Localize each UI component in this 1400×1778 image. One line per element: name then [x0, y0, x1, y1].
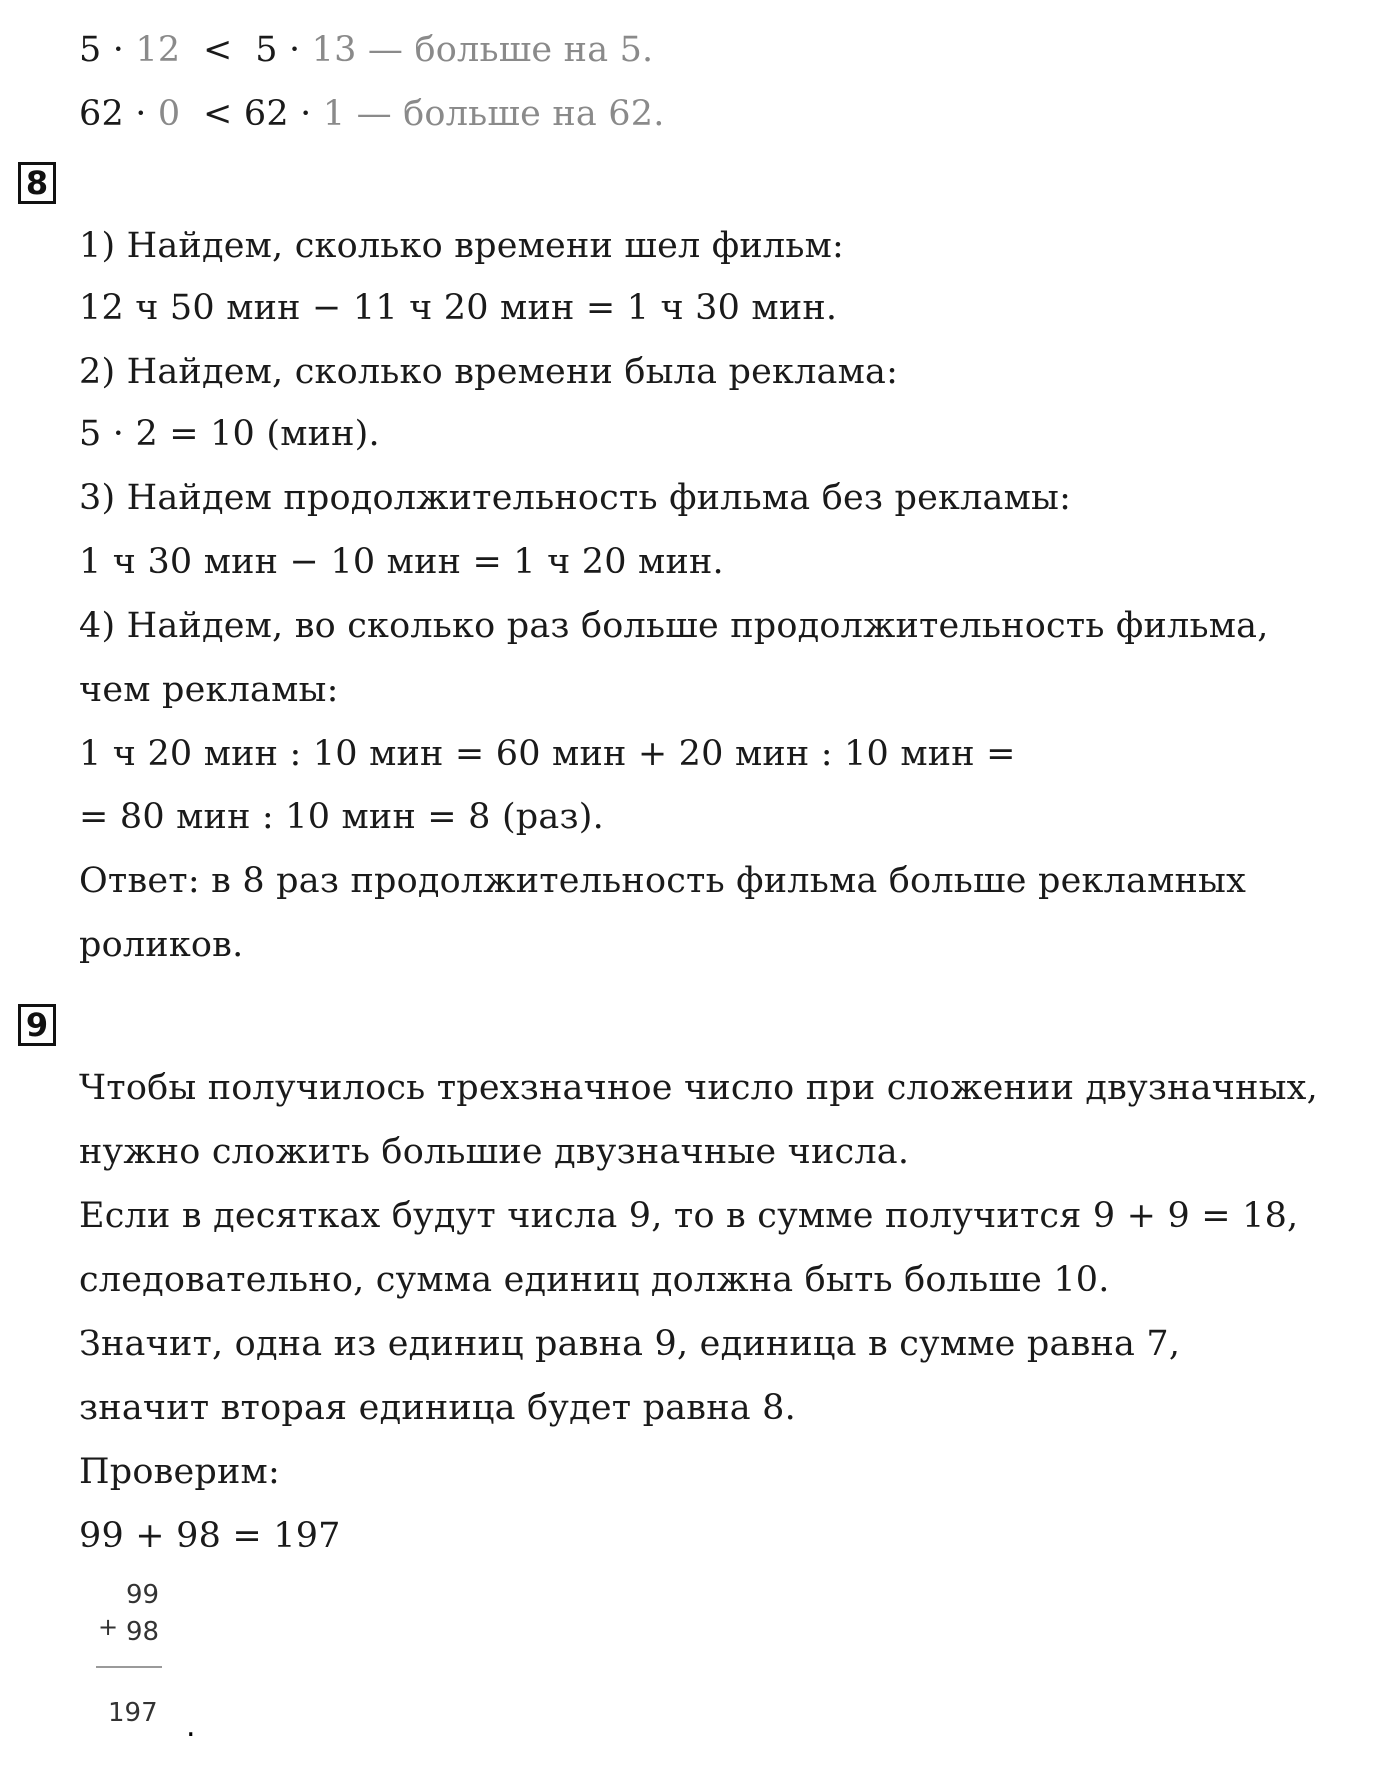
- final-dot: .: [186, 1709, 196, 1744]
- sum-rule: [96, 1666, 162, 1668]
- solution-line: 1) Найдем, сколько времени шел фильм:: [79, 226, 844, 266]
- column-sum: 197: [108, 1698, 158, 1728]
- solution-line: 2) Найдем, сколько времени была реклама:: [79, 352, 899, 392]
- solution-line: значит вторая единица будет равна 8.: [79, 1388, 796, 1428]
- solution-line: 12 ч 50 мин − 11 ч 20 мин = 1 ч 30 мин.: [79, 288, 838, 328]
- solution-line: 1 ч 20 мин : 10 мин = 60 мин + 20 мин : 10 мин =: [79, 734, 1016, 774]
- solution-line: 4) Найдем, во сколько раз больше продолжительность фильма,: [79, 606, 1269, 646]
- comparison-line: 62 · 0 < 62 · 1 — больше на 62.: [79, 94, 665, 134]
- solution-line: Чтобы получилось трехзначное число при сложении двузначных,: [79, 1068, 1318, 1108]
- answer-line: Ответ: в 8 раз продолжительность фильма больше рекламных: [79, 861, 1247, 901]
- comparison-line: 5 · 12 < 5 · 13 — больше на 5.: [79, 30, 654, 70]
- answer-line: роликов.: [79, 925, 244, 965]
- solution-line: Значит, одна из единиц равна 9, единица в сумме равна 7,: [79, 1324, 1181, 1364]
- addend-bottom: 98: [126, 1617, 160, 1647]
- solution-line: чем рекламы:: [79, 670, 339, 710]
- task-number-badge: 9: [18, 1004, 56, 1046]
- solution-line: Проверим:: [79, 1452, 280, 1492]
- solution-line: 5 · 2 = 10 (мин).: [79, 414, 380, 454]
- task-number-badge: 8: [18, 162, 56, 204]
- solution-line: 1 ч 30 мин − 10 мин = 1 ч 20 мин.: [79, 542, 724, 582]
- solution-line: нужно сложить большие двузначные числа.: [79, 1132, 910, 1172]
- solution-line: 3) Найдем продолжительность фильма без рекламы:: [79, 478, 1072, 518]
- addend-top: 99: [126, 1580, 160, 1610]
- solution-line: следовательно, сумма единиц должна быть больше 10.: [79, 1260, 1110, 1300]
- equation-line: 99 + 98 = 197: [79, 1516, 341, 1556]
- solution-line: = 80 мин : 10 мин = 8 (раз).: [79, 797, 604, 837]
- solution-line: Если в десятках будут числа 9, то в сумме получится 9 + 9 = 18,: [79, 1196, 1299, 1236]
- plus-sign: +: [98, 1613, 119, 1641]
